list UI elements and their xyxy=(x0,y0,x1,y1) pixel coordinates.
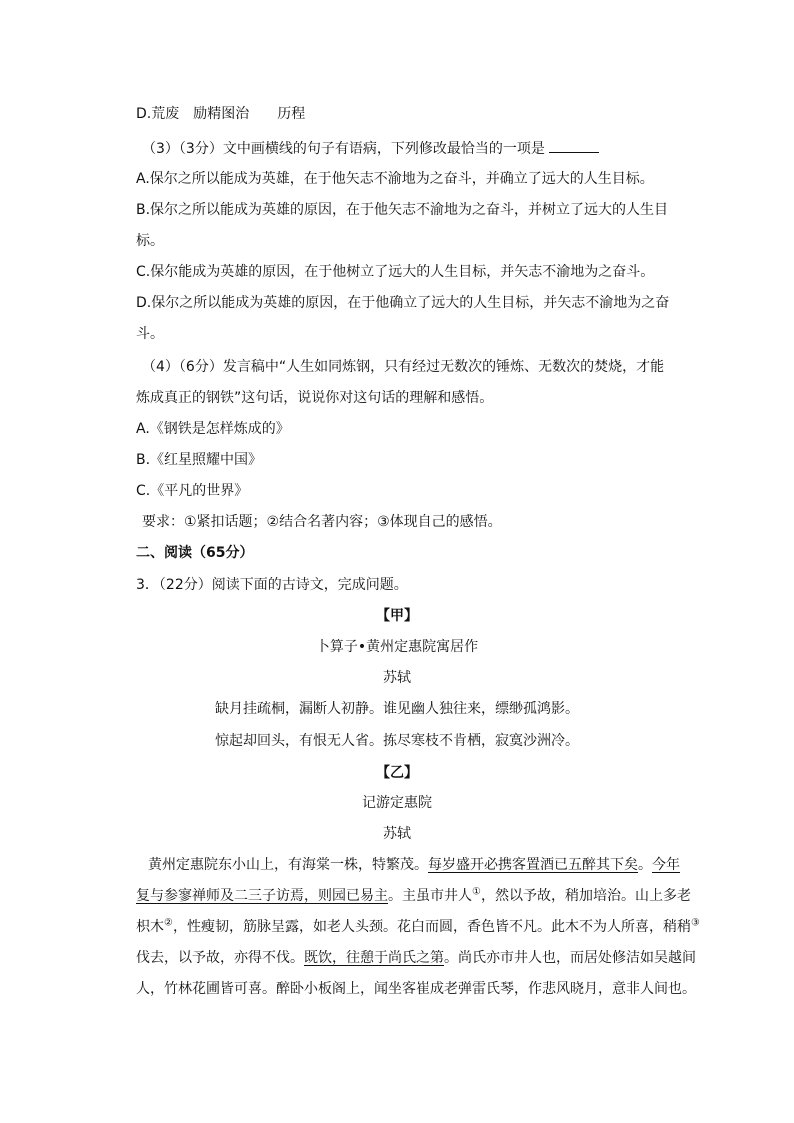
sub3-option-d-line2: 斗。 xyxy=(136,326,164,342)
footnote-marker-1: ① xyxy=(472,886,481,898)
poem-jia-label: 【甲】 xyxy=(376,608,418,624)
q3-stem: 3．（22分）阅读下面的古诗文，完成问题。 xyxy=(136,577,408,593)
section-heading: 二、阅读（65分） xyxy=(136,545,254,561)
option-d-word-1: D.荒废 xyxy=(136,106,180,122)
poem-jia-line1: 缺月挂疏桐，漏断人初静。谁见幽人独往来，缥缈孤鸿影。 xyxy=(215,701,579,717)
underlined-sentence-2b: 复与参寥禅师及二三子访焉，则园已易主 xyxy=(136,888,388,904)
prose-yi-author: 苏轼 xyxy=(383,826,411,842)
option-d-word-2: 励精图治 xyxy=(193,106,250,122)
sub3-option-d-line1: D.保尔之所以能成为英雄的原因，在于他确立了远大的人生目标，并矢志不渝地为之奋 xyxy=(136,295,670,311)
footnote-marker-2: ② xyxy=(164,917,173,929)
footnote-marker-3: ③ xyxy=(690,917,700,929)
sub3-option-b-line2: 标。 xyxy=(136,233,164,249)
sub4-option-c: C.《平凡的世界》 xyxy=(136,483,249,499)
sub3-option-a: A.保尔之所以能成为英雄，在于他矢志不渝地为之奋斗，并确立了远大的人生目标。 xyxy=(136,171,654,187)
poem-jia-line2: 惊起却回头，有恨无人省。拣尽寒枝不肯栖，寂寞沙洲冷。 xyxy=(215,733,579,749)
sub3-option-c: C.保尔能成为英雄的原因，在于他树立了远大的人生目标，并矢志不渝地为之奋斗。 xyxy=(136,264,655,280)
option-d-word-3: 历程 xyxy=(277,106,306,122)
sub4-option-a: A.《钢铁是怎样炼成的》 xyxy=(136,421,290,437)
answer-blank[interactable] xyxy=(549,138,599,153)
prose-line4: 伐去，以予故，亦得不伐。既饮，往憩于尚氏之第。尚氏亦市井人也，而居处修洁如吴越间 xyxy=(136,950,696,966)
sub4-stem-line1: （4）（6分）发言稿中“人生如同炼钢，只有经过无数次的锤炼、无数次的焚烧，才能 xyxy=(142,359,665,375)
prose-line3: 枳木②，性瘦韧，筋脉呈露，如老人头颈。花白而圆，香色皆不凡。此木不为人所喜，稍稍③ xyxy=(136,917,700,935)
sub4-option-b: B.《红星照耀中国》 xyxy=(136,452,263,468)
sub4-requirement: 要求：①紧扣话题；②结合名著内容；③体现自己的感悟。 xyxy=(142,514,502,530)
option-d-previous xyxy=(136,104,305,124)
poem-jia-author: 苏轼 xyxy=(383,670,411,686)
underlined-sentence-2a: 今年 xyxy=(652,857,680,873)
q3-sub-stem: （3）（3分）文中画横线的句子有语病，下列修改最恰当的一项是 xyxy=(142,138,599,159)
sub4-stem-line2: 炼成真正的钢铁”这句话，说说你对这句话的理解和感悟。 xyxy=(136,390,494,406)
prose-line2: 复与参寥禅师及二三子访焉，则园已易主。主虽市井人①，然以予故，稍加培治。山上多老 xyxy=(136,886,691,904)
underlined-sentence-3: 既饮，往憩于尚氏之第 xyxy=(304,950,444,966)
underlined-sentence-1: 每岁盛开必携客置酒已五醉其下矣 xyxy=(428,857,638,873)
prose-line5: 人，竹林花圃皆可喜。醉卧小板阁上，闻坐客崔成老弹雷氏琴，作悲风晓月，意非人间也。 xyxy=(136,981,696,997)
prose-yi-label: 【乙】 xyxy=(376,765,418,781)
sub3-option-b-line1: B.保尔之所以能成为英雄的原因，在于他矢志不渝地为之奋斗，并树立了远大的人生目 xyxy=(136,202,669,218)
poem-jia-title: 卜算子•黄州定惠院寓居作 xyxy=(315,639,479,655)
prose-yi-title: 记游定惠院 xyxy=(362,795,432,811)
prose-line1: 黄州定惠院东小山上，有海棠一株，特繁茂。每岁盛开必携客置酒已五醉其下矣。今年 xyxy=(148,857,680,873)
